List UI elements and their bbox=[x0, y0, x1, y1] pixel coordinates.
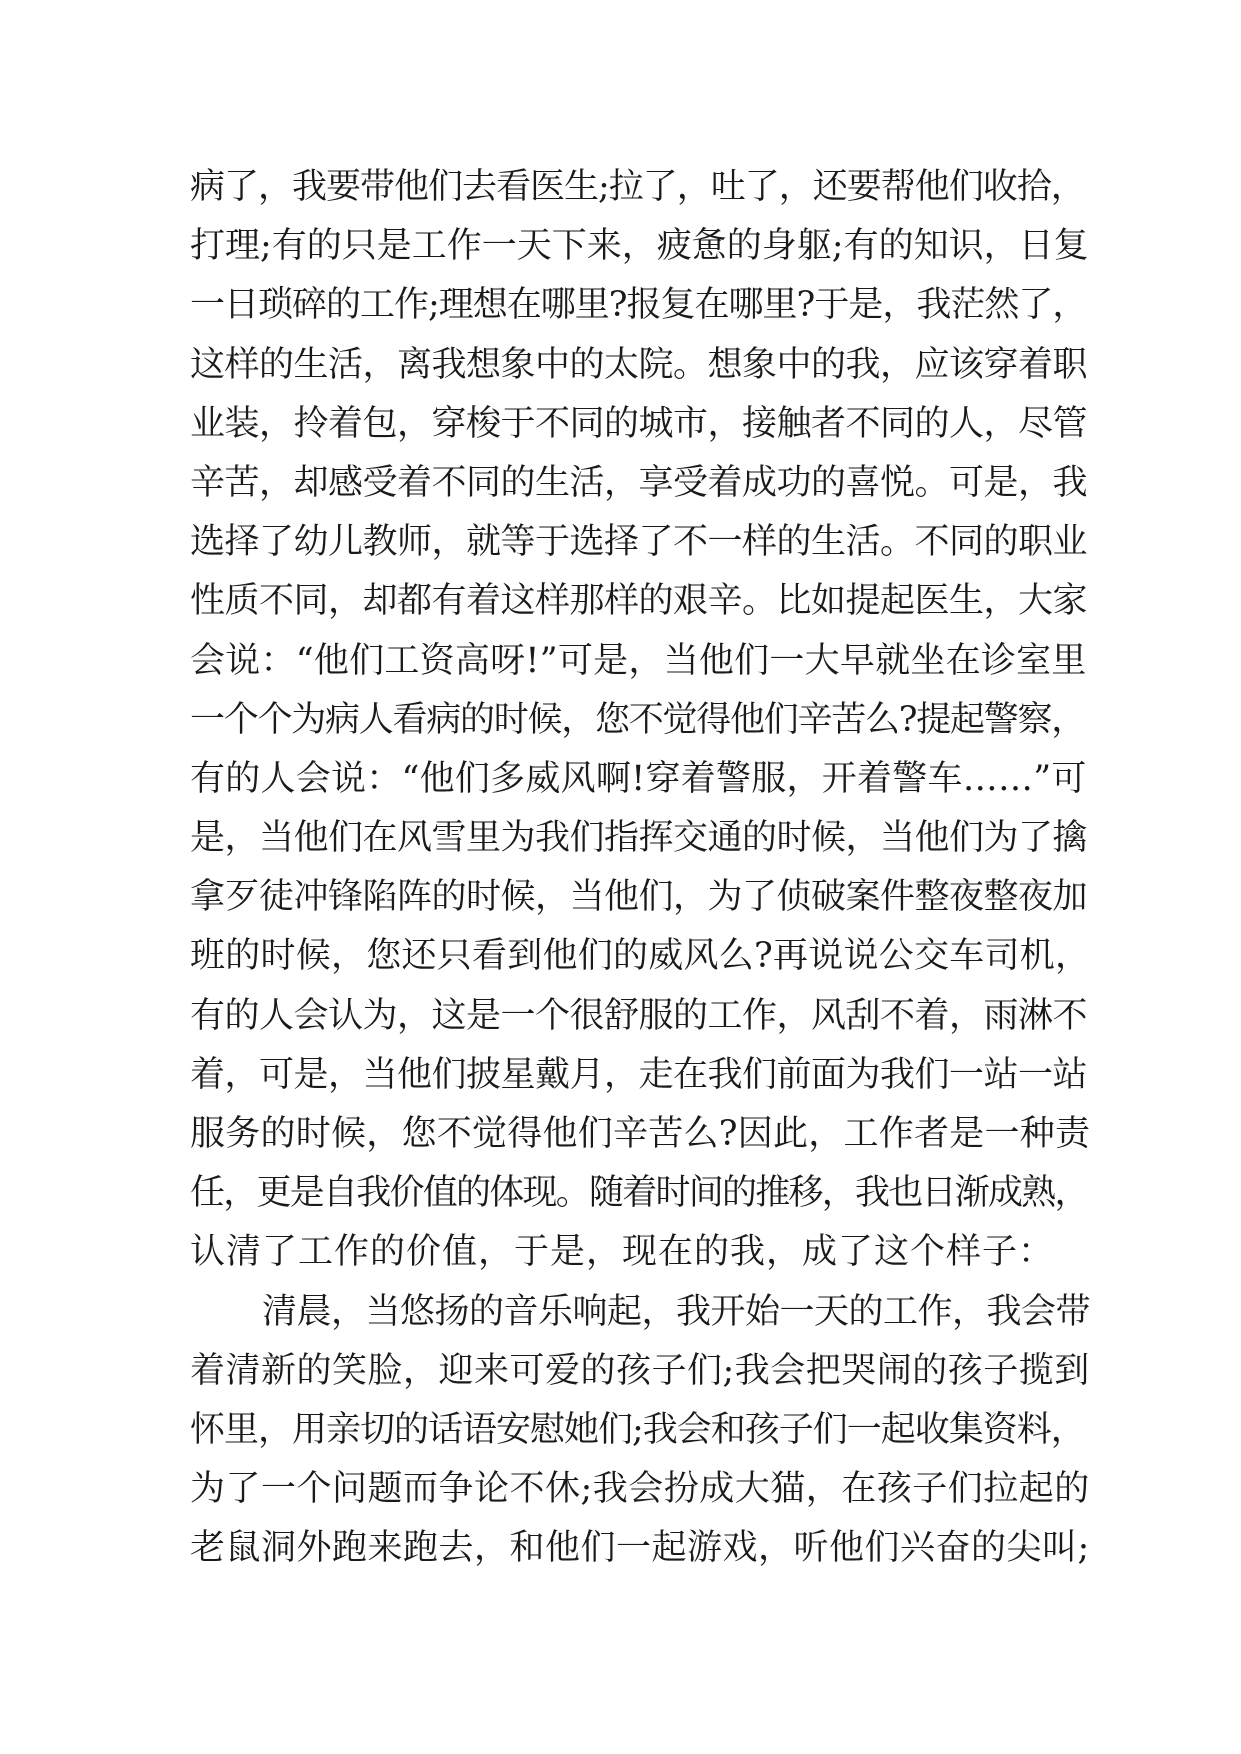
text-line: 老鼠洞外跑来跑去，和他们一起游戏，听他们兴奋的尖叫; bbox=[190, 1528, 1090, 1569]
text-line: 班的时候，您还只看到他们的威风么?再说说公交车司机， bbox=[190, 936, 1091, 977]
text-line: 性质不同，却都有着这样那样的艰辛。比如提起医生，大家 bbox=[190, 581, 1088, 622]
text-line: 打理;有的只是工作一天下来，疲惫的身躯;有的知识，日复 bbox=[190, 226, 1089, 267]
text-line: 认清了工作的价值，于是，现在的我，成了这个样子： bbox=[190, 1232, 1055, 1273]
text-line: 有的人会认为，这是一个很舒服的工作，风刮不着，雨淋不 bbox=[190, 995, 1088, 1036]
paragraph bbox=[190, 1283, 1090, 1579]
text-line: 选择了幼儿教师，就等于选择了不一样的生活。不同的职业 bbox=[190, 522, 1088, 563]
text-line: 服务的时候，您不觉得他们辛苦么?因此，工作者是一种责 bbox=[190, 1114, 1091, 1154]
text-line: 业装，拎着包，穿梭于不同的城市，接触者不同的人，尽管 bbox=[190, 403, 1088, 444]
text-line: 拿歹徒冲锋陷阵的时候，当他们，为了侦破案件整夜整夜加 bbox=[190, 877, 1088, 918]
text-line: 是，当他们在风雪里为我们指挥交通的时候，当他们为了擒 bbox=[190, 818, 1088, 859]
text-line: 清晨，当悠扬的音乐响起，我开始一天的工作，我会带 bbox=[262, 1291, 1091, 1332]
text-line: 有的人会说：“他们多威风啊!穿着警服，开着警车……”可 bbox=[190, 758, 1087, 799]
text-line: 这样的生活，离我想象中的太院。想象中的我，应该穿着职 bbox=[190, 344, 1088, 385]
body-text bbox=[190, 158, 1090, 1579]
text-line: 着清新的笑脸，迎来可爱的孩子们;我会把哭闹的孩子揽到 bbox=[190, 1350, 1090, 1391]
text-line: 会说：“他们工资高呀!”可是，当他们一大早就坐在诊室里 bbox=[190, 640, 1087, 681]
text-line: 病了，我要带他们去看医生;拉了，吐了，还要帮他们收拾， bbox=[190, 167, 1085, 207]
text-line: 任，更是自我价值的体现。随着时间的推移，我也日渐成熟， bbox=[190, 1173, 1088, 1214]
text-line: 一日琐碎的工作;理想在哪里?报复在哪里?于是，我茫然了， bbox=[190, 285, 1087, 326]
text-line: 着，可是，当他们披星戴月，走在我们前面为我们一站一站 bbox=[190, 1054, 1088, 1095]
text-line: 为了一个问题而争论不休;我会扮成大猫，在孩子们拉起的 bbox=[190, 1469, 1090, 1510]
text-line: 一个个为病人看病的时候，您不觉得他们辛苦么?提起警察， bbox=[190, 699, 1086, 740]
paragraph bbox=[190, 158, 1090, 1283]
text-line: 辛苦，却感受着不同的生活，享受着成功的喜悦。可是，我 bbox=[190, 462, 1088, 503]
text-line: 怀里，用亲切的话语安慰她们;我会和孩子们一起收集资料， bbox=[190, 1409, 1085, 1450]
